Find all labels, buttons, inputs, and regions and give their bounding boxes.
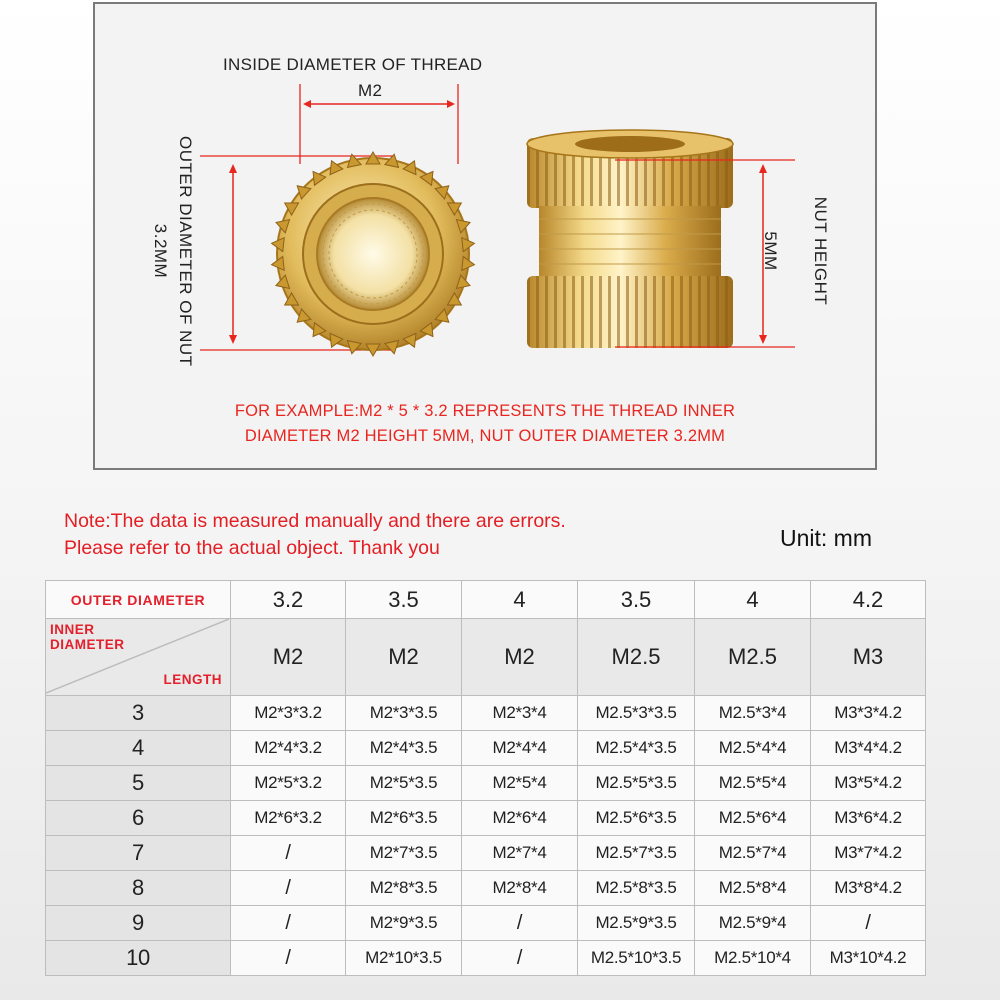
spec-cell: M2.5*3*3.5 bbox=[578, 696, 695, 731]
spec-cell: M3*10*4.2 bbox=[811, 941, 926, 976]
spec-cell: M2.5*7*4 bbox=[695, 836, 811, 871]
spec-cell: M2.5*8*3.5 bbox=[578, 871, 695, 906]
length-cell: 9 bbox=[46, 906, 231, 941]
spec-cell: M2*7*4 bbox=[462, 836, 578, 871]
spec-cell: M2*8*3.5 bbox=[346, 871, 462, 906]
table-row bbox=[46, 731, 926, 766]
spec-cell: M3*5*4.2 bbox=[811, 766, 926, 801]
side-view-insert bbox=[527, 130, 733, 348]
measurement-note bbox=[64, 508, 566, 562]
inner-diameter-cell: M2.5 bbox=[695, 619, 811, 696]
spec-cell: M3*8*4.2 bbox=[811, 871, 926, 906]
spec-cell: M2*5*4 bbox=[462, 766, 578, 801]
spec-cell: M2.5*6*3.5 bbox=[578, 801, 695, 836]
outer-diameter-header: OUTER DIAMETER bbox=[46, 581, 231, 619]
table-row bbox=[46, 766, 926, 801]
spec-cell: M2*3*4 bbox=[462, 696, 578, 731]
spec-cell: M3*3*4.2 bbox=[811, 696, 926, 731]
outer-diameter-cell: 3.2 bbox=[231, 581, 346, 619]
outer-diameter-row bbox=[46, 581, 926, 619]
outer-diameter-cell: 4.2 bbox=[811, 581, 926, 619]
spec-table bbox=[45, 580, 926, 976]
spec-cell: / bbox=[231, 906, 346, 941]
spec-cell: M2*8*4 bbox=[462, 871, 578, 906]
nut-height-value: 5MM bbox=[761, 231, 780, 271]
spec-cell: M2*6*3.2 bbox=[231, 801, 346, 836]
spec-cell: / bbox=[811, 906, 926, 941]
spec-cell: M2*5*3.5 bbox=[346, 766, 462, 801]
spec-cell: M2.5*4*4 bbox=[695, 731, 811, 766]
example-line-1: FOR EXAMPLE:M2 * 5 * 3.2 REPRESENTS THE THREAD INNER bbox=[234, 402, 736, 420]
spec-cell: M2*3*3.5 bbox=[346, 696, 462, 731]
spec-cell: / bbox=[231, 871, 346, 906]
spec-cell: M2.5*9*3.5 bbox=[578, 906, 695, 941]
spec-cell: / bbox=[462, 906, 578, 941]
inner-diameter-cell: M2 bbox=[231, 619, 346, 696]
inner-diameter-cell: M3 bbox=[811, 619, 926, 696]
length-cell: 5 bbox=[46, 766, 231, 801]
spec-cell: M2*6*4 bbox=[462, 801, 578, 836]
inner-diameter-header bbox=[50, 622, 125, 652]
note-line-1: Note:The data is measured manually and there are errors. bbox=[64, 510, 566, 532]
spec-cell: M2.5*8*4 bbox=[695, 871, 811, 906]
spec-cell: M2*6*3.5 bbox=[346, 801, 462, 836]
spec-cell: M2*5*3.2 bbox=[231, 766, 346, 801]
spec-cell: M2*10*3.5 bbox=[346, 941, 462, 976]
table-row bbox=[46, 696, 926, 731]
length-header: LENGTH bbox=[163, 672, 222, 687]
outer-diameter-cell: 3.5 bbox=[578, 581, 695, 619]
table-row bbox=[46, 801, 926, 836]
spec-cell: M2.5*5*3.5 bbox=[578, 766, 695, 801]
spec-cell: M2.5*6*4 bbox=[695, 801, 811, 836]
unit-label: Unit: mm bbox=[780, 525, 872, 551]
inside-diameter-value: M2 bbox=[358, 81, 383, 100]
spec-cell: M3*7*4.2 bbox=[811, 836, 926, 871]
diagonal-header-cell bbox=[46, 619, 231, 696]
spec-cell: M2.5*3*4 bbox=[695, 696, 811, 731]
top-view-knurl bbox=[271, 152, 475, 356]
outer-diameter-cell: 4 bbox=[695, 581, 811, 619]
table-row bbox=[46, 871, 926, 906]
spec-cell: M2.5*10*3.5 bbox=[578, 941, 695, 976]
length-cell: 3 bbox=[46, 696, 231, 731]
spec-cell: M2.5*9*4 bbox=[695, 906, 811, 941]
inner-header-line-2: DIAMETER bbox=[50, 637, 125, 652]
spec-cell: M2*4*3.2 bbox=[231, 731, 346, 766]
inner-diameter-cell: M2 bbox=[462, 619, 578, 696]
spec-cell: M2.5*5*4 bbox=[695, 766, 811, 801]
spec-cell: M2.5*7*3.5 bbox=[578, 836, 695, 871]
length-cell: 7 bbox=[46, 836, 231, 871]
brass-insert-illustration bbox=[95, 4, 879, 394]
spec-cell: M2*4*3.5 bbox=[346, 731, 462, 766]
length-cell: 6 bbox=[46, 801, 231, 836]
spec-cell: / bbox=[231, 941, 346, 976]
spec-cell: M2*7*3.5 bbox=[346, 836, 462, 871]
diagram-panel bbox=[93, 2, 877, 470]
spec-cell: M2*3*3.2 bbox=[231, 696, 346, 731]
inner-header-line-1: INNER bbox=[50, 622, 95, 637]
outer-diameter-value: 3.2MM bbox=[151, 223, 170, 279]
spec-cell: / bbox=[462, 941, 578, 976]
inside-diameter-label: INSIDE DIAMETER OF THREAD bbox=[223, 55, 483, 74]
note-line-2: Please refer to the actual object. Thank you bbox=[64, 537, 440, 559]
length-cell: 8 bbox=[46, 871, 231, 906]
spec-cell: M3*4*4.2 bbox=[811, 731, 926, 766]
spec-cell: M2*9*3.5 bbox=[346, 906, 462, 941]
table-row bbox=[46, 836, 926, 871]
outer-diameter-cell: 4 bbox=[462, 581, 578, 619]
outer-diameter-label: OUTER DIAMETER OF NUT bbox=[176, 136, 195, 367]
length-cell: 10 bbox=[46, 941, 231, 976]
spec-cell: M2.5*4*3.5 bbox=[578, 731, 695, 766]
table-row bbox=[46, 941, 926, 976]
spec-cell: / bbox=[231, 836, 346, 871]
inner-diameter-cell: M2 bbox=[346, 619, 462, 696]
spec-cell: M2*4*4 bbox=[462, 731, 578, 766]
table-row bbox=[46, 906, 926, 941]
inner-diameter-cell: M2.5 bbox=[578, 619, 695, 696]
example-line-2: DIAMETER M2 HEIGHT 5MM, NUT OUTER DIAMETER 3.2MM bbox=[244, 427, 726, 445]
length-cell: 4 bbox=[46, 731, 231, 766]
spec-cell: M3*6*4.2 bbox=[811, 801, 926, 836]
outer-diameter-cell: 3.5 bbox=[346, 581, 462, 619]
nut-height-label: NUT HEIGHT bbox=[811, 196, 830, 306]
inner-diameter-row bbox=[46, 619, 926, 696]
spec-cell: M2.5*10*4 bbox=[695, 941, 811, 976]
